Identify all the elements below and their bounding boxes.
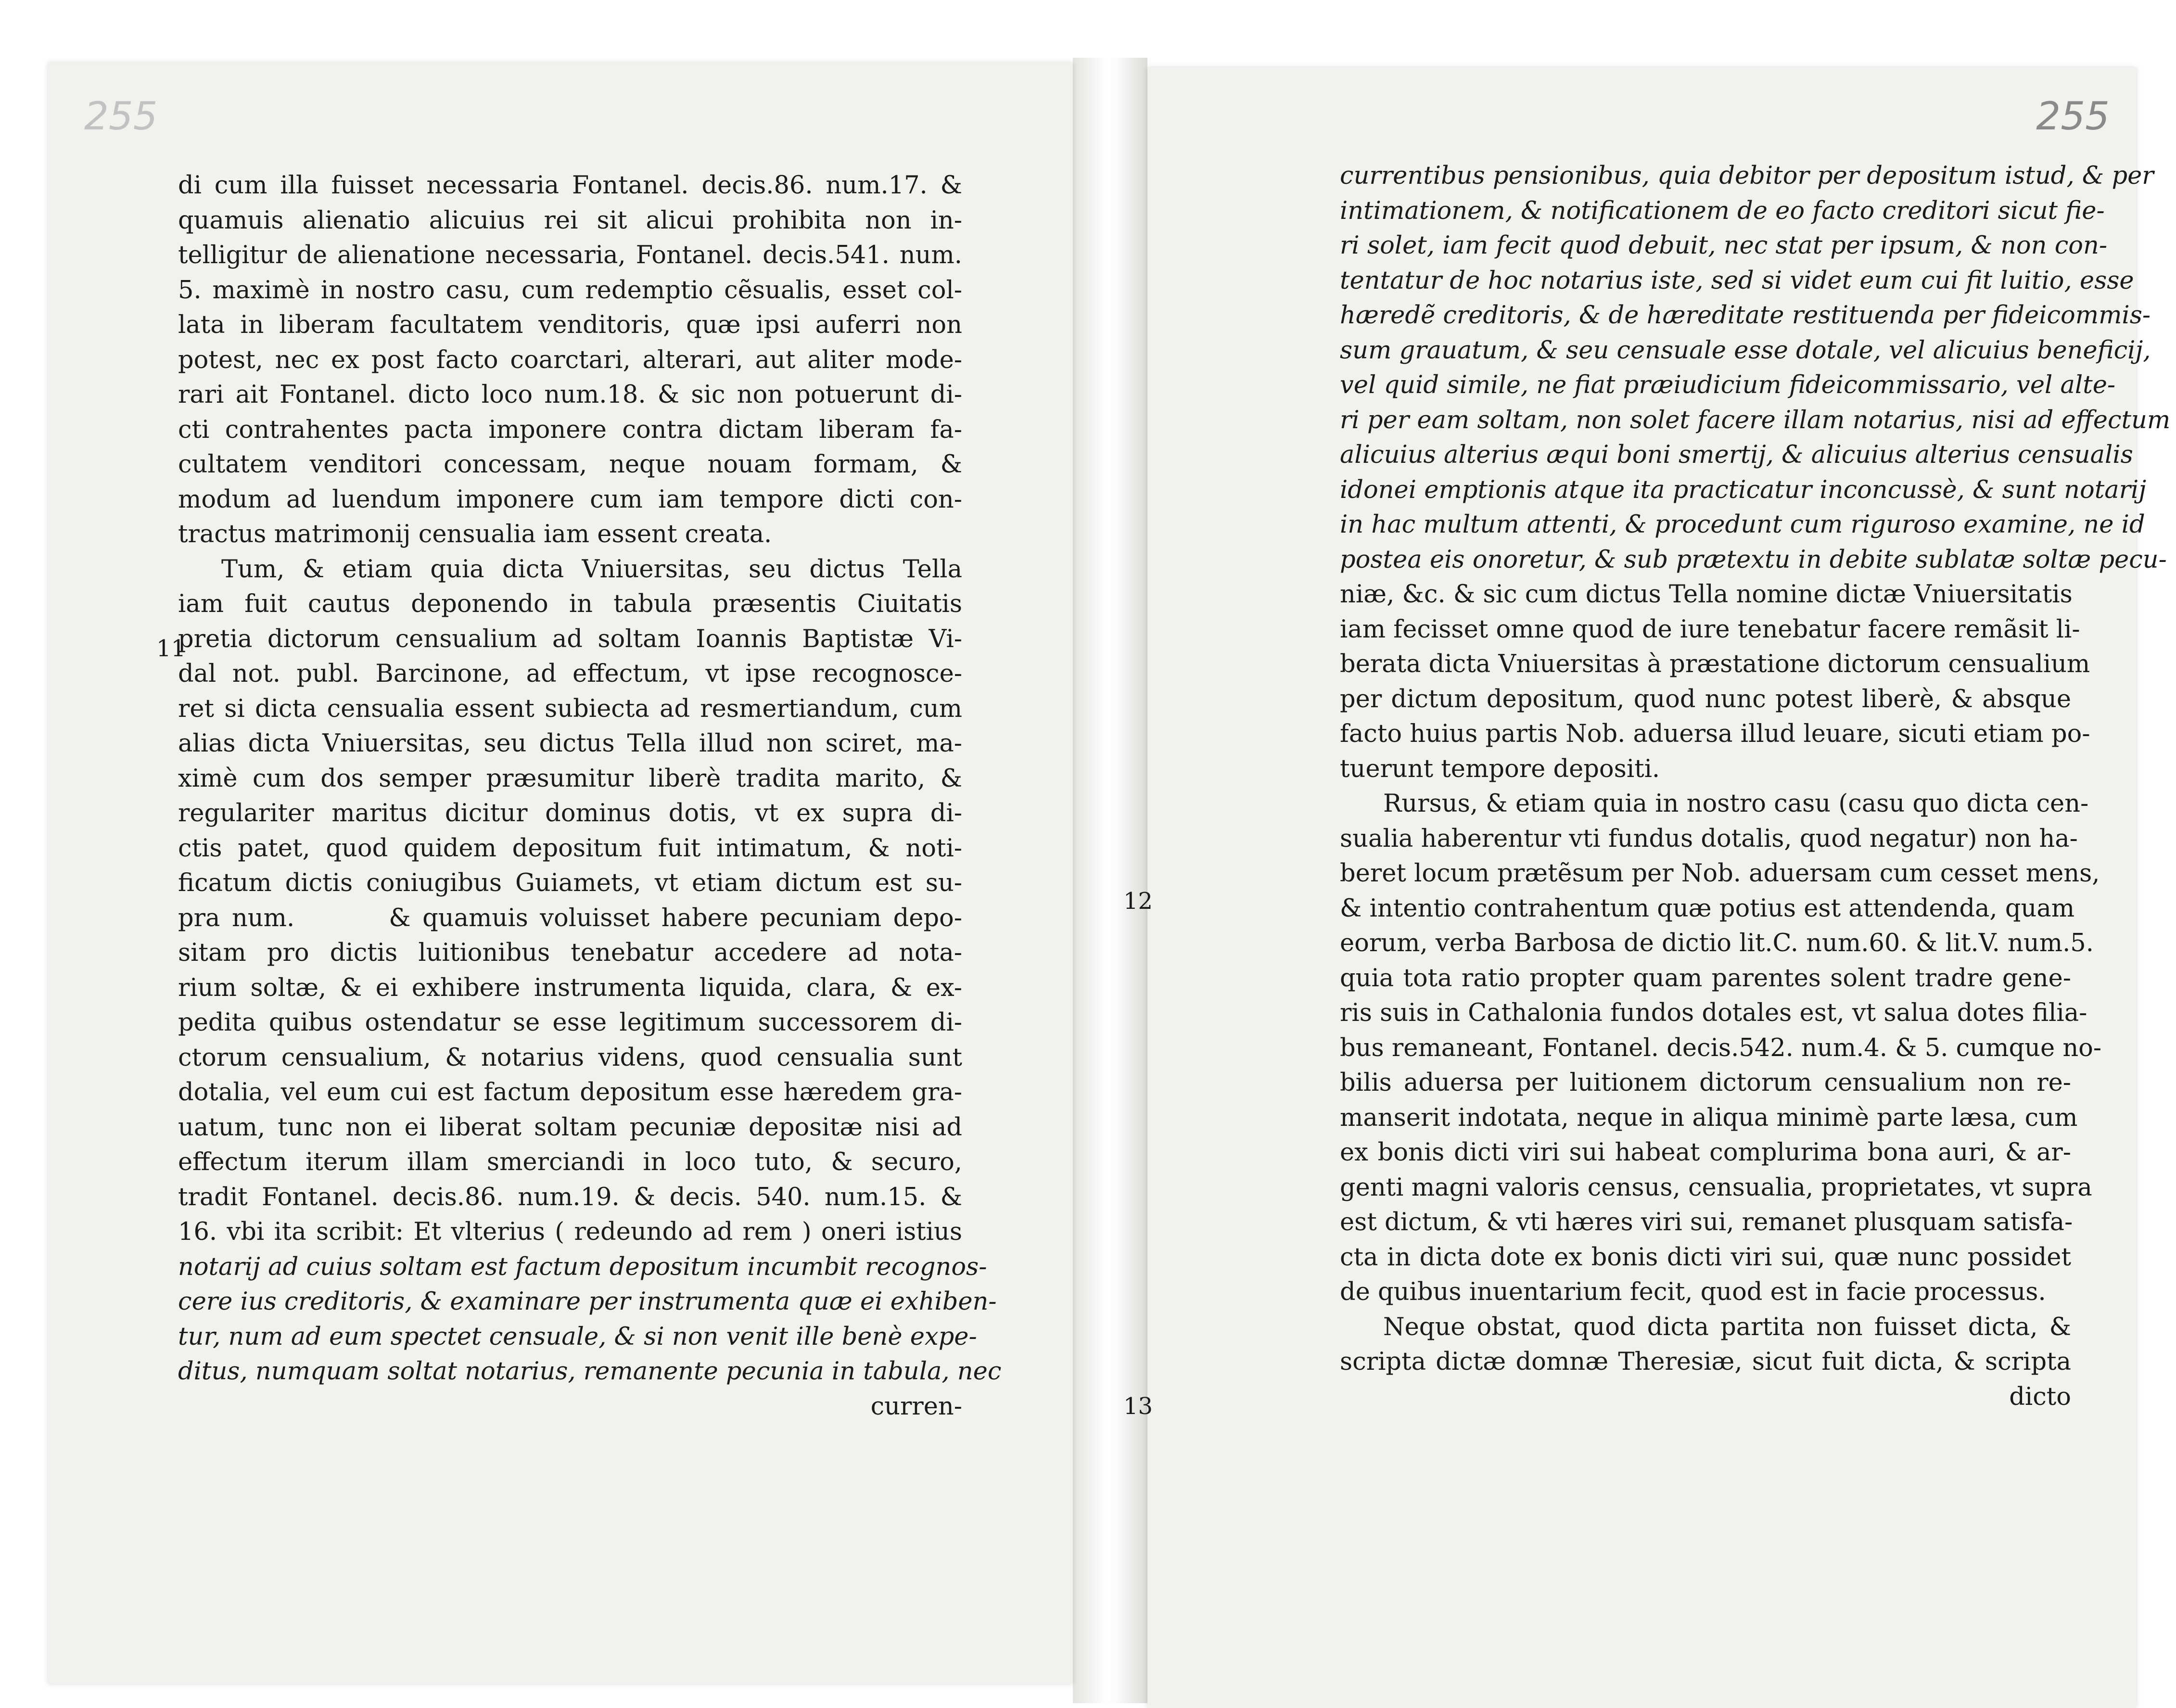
text-line: manserit indotata, neque in aliqua minimè parte læsa, cum: [1340, 1103, 2078, 1132]
text-line: tradit Fontanel. decis.86. num.19. & decis. 540. num.15. &: [178, 1183, 962, 1211]
text-line: genti magni valoris census, censualia, proprietates, vt supra: [1340, 1173, 2092, 1202]
text-line: telligitur de alienatione necessaria, Fontanel. decis.541. num.: [178, 241, 962, 269]
text-line: niæ, &c. & sic cum dictus Tella nomine dictæ Vniuersitatis: [1340, 580, 2073, 609]
text-line: ret si dicta censualia essent subiecta ad resmertiandum, cum: [178, 694, 962, 723]
right-text-block: [1340, 159, 2171, 1415]
text-line: currentibus pensionibus, quia debitor per depositum istud, & per: [1340, 162, 2154, 190]
text-line: modum ad luendum imponere cum iam tempore dicti con-: [178, 485, 962, 514]
text-line: sitam pro dictis luitionibus tenebatur accedere ad nota-: [178, 939, 962, 967]
page-number: 255: [2036, 94, 2110, 139]
text-line: tuerunt tempore depositi.: [1340, 754, 1660, 783]
text-line: Neque obstat, quod dicta partita non fuisset dicta, &: [1383, 1313, 2071, 1341]
text-line: vel quid simile, ne fiat præiudicium fideicommissario, vel alte-: [1340, 371, 2116, 399]
text-line: ctorum censualium, & notarius videns, quod censualia sunt: [178, 1043, 962, 1072]
text-line: sualia haberentur vti fundus dotalis, quod negatur) non ha-: [1340, 824, 2078, 853]
text-line: Rursus, & etiam quia in nostro casu (casu quo dicta cen-: [1383, 790, 2089, 818]
text-line: cultatem venditori concessam, neque nouam formam, &: [178, 450, 962, 479]
text-line: iam fuit cautus deponendo in tabula præsentis Ciuitatis: [178, 590, 962, 618]
text-line: cta in dicta dote ex bonis dicti viri sui, quæ nunc possidet: [1340, 1243, 2071, 1272]
text-line: dotalia, vel eum cui est factum depositum esse hæredem gra-: [178, 1078, 962, 1107]
text-line: ri solet, iam fecit quod debuit, nec stat per ipsum, & non con-: [1340, 231, 2108, 260]
text-line: iam fecisset omne quod de iure tenebatur facere remãsit li-: [1340, 615, 2080, 644]
text-line: facto huius partis Nob. aduersa illud leuare, sicuti etiam po-: [1340, 720, 2090, 748]
paragraph-number: 11: [156, 635, 186, 662]
text-line: uatum, tunc non ei liberat soltam pecuniæ depositæ nisi ad: [178, 1113, 962, 1142]
book-gutter: [1073, 58, 1147, 1703]
text-line: pedita quibus ostendatur se esse legitimum successorem di-: [178, 1008, 962, 1037]
text-line: regulariter maritus dicitur dominus dotis, vt ex supra di-: [178, 799, 962, 828]
text-line: 16. vbi ita scribit: Et vlterius ( redeundo ad rem ) oneri istius: [178, 1218, 962, 1246]
text-line: berata dicta Vniuersitas à præstatione dictorum censualium: [1340, 650, 2090, 678]
text-line: cti contrahentes pacta imponere contra dictam liberam fa-: [178, 415, 962, 444]
text-line: lata in liberam facultatem venditoris, quæ ipsi auferri non: [178, 311, 962, 339]
text-line: Tum, & etiam quia dicta Vniuersitas, seu dictus Tella: [221, 555, 962, 584]
text-line: ditus, numquam soltat notarius, remanente pecunia in tabula, nec: [178, 1357, 1002, 1386]
text-line: eorum, verba Barbosa de dictio lit.C. num.60. & lit.V. num.5.: [1340, 929, 2094, 957]
text-line: rium soltæ, & ei exhibere instrumenta liquida, clara, & ex-: [178, 973, 962, 1002]
catchword: curren-: [870, 1392, 962, 1421]
text-line: ficatum dictis coniugibus Guiamets, vt etiam dictum est su-: [178, 869, 962, 897]
text-line: est dictum, & vti hæres viri sui, remanet plusquam satisfa-: [1340, 1208, 2073, 1236]
text-line: quia tota ratio propter quam parentes solent tradre gene-: [1340, 964, 2071, 993]
text-line: tur, num ad eum spectet censuale, & si non venit ille benè expe-: [178, 1322, 977, 1351]
text-line: quamuis alienatio alicuius rei sit alicui prohibita non in-: [178, 206, 962, 235]
text-line: alicuius alterius æqui boni smertij, & alicuius alterius censualis: [1340, 441, 2133, 469]
left-page: [48, 63, 1073, 1684]
page-number: 255: [84, 94, 158, 139]
text-line: ex bonis dicti viri sui habeat complurima bona auri, & ar-: [1340, 1138, 2071, 1167]
left-text-block: [178, 168, 1002, 1424]
text-line: alias dicta Vniuersitas, seu dictus Tella illud non sciret, ma-: [178, 729, 962, 758]
right-page: [1123, 67, 2171, 1708]
text-line: pretia dictorum censualium ad soltam Ioannis Baptistæ Vi-: [178, 625, 962, 653]
text-line: rari ait Fontanel. dicto loco num.18. & sic non potuerunt di-: [178, 381, 962, 409]
text-line: bilis aduersa per luitionem dictorum censualium non re-: [1340, 1069, 2071, 1097]
text-line: hæredẽ creditoris, & de hæreditate restituenda per fideicommis-: [1340, 301, 2151, 330]
text-line: cere ius creditoris, & examinare per instrumenta quæ ei exhiben-: [178, 1287, 997, 1316]
text-line: de quibus inuentarium fecit, quod est in facie processus.: [1340, 1278, 2046, 1306]
text-line: tentatur de hoc notarius iste, sed si videt eum cui fit luitio, esse: [1340, 266, 2134, 295]
text-line: intimationem, & notificationem de eo facto creditori sicut fie-: [1340, 196, 2105, 225]
paragraph-number: 12: [1123, 888, 1153, 915]
text-line: sum grauatum, & seu censuale esse dotale, vel alicuius beneficij,: [1340, 336, 2151, 365]
paragraph-number: 13: [1123, 1393, 1153, 1420]
text-line: effectum iterum illam smerciandi in loco tuto, & securo,: [178, 1148, 962, 1176]
text-line: pra num. & quamuis voluisset habere pecuniam depo-: [178, 904, 962, 932]
text-line: per dictum depositum, quod nunc potest liberè, & absque: [1340, 685, 2071, 714]
text-line: ximè cum dos semper præsumitur liberè tradita marito, &: [178, 764, 962, 793]
text-line: in hac multum attenti, & procedunt cum riguroso examine, ne id: [1340, 510, 2145, 539]
text-line: scripta dictæ domnæ Theresiæ, sicut fuit dicta, & scripta: [1340, 1348, 2071, 1376]
text-line: ri per eam soltam, non solet facere illam notarius, nisi ad effectum: [1340, 406, 2171, 434]
text-line: notarij ad cuius soltam est factum depositum incumbit recognos-: [178, 1252, 987, 1281]
text-line: di cum illa fuisset necessaria Fontanel. decis.86. num.17. &: [178, 171, 962, 200]
text-line: beret locum prætẽsum per Nob. aduersam cum cesset mens,: [1340, 859, 2100, 888]
text-line: potest, nec ex post facto coarctari, alterari, aut aliter mode-: [178, 345, 962, 374]
text-line: postea eis onoretur, & sub prætextu in debite sublatæ soltæ pecu-: [1340, 545, 2167, 574]
text-line: bus remaneant, Fontanel. decis.542. num.4. & 5. cumque no-: [1340, 1033, 2102, 1062]
text-line: ris suis in Cathalonia fundos dotales est, vt salua dotes filia-: [1340, 999, 2087, 1027]
text-line: dal not. publ. Barcinone, ad effectum, vt ipse recognosce-: [178, 660, 962, 688]
catchword: dicto: [2009, 1382, 2071, 1411]
text-line: 5. maximè in nostro casu, cum redemptio cẽsualis, esset col-: [178, 276, 962, 305]
text-line: tractus matrimonij censualia iam essent creata.: [178, 520, 772, 548]
text-line: idonei emptionis atque ita practicatur inconcussè, & sunt notarij: [1340, 475, 2147, 504]
text-line: ctis patet, quod quidem depositum fuit intimatum, & noti-: [178, 834, 962, 863]
text-line: & intentio contrahentum quæ potius est attendenda, quam: [1340, 894, 2075, 923]
